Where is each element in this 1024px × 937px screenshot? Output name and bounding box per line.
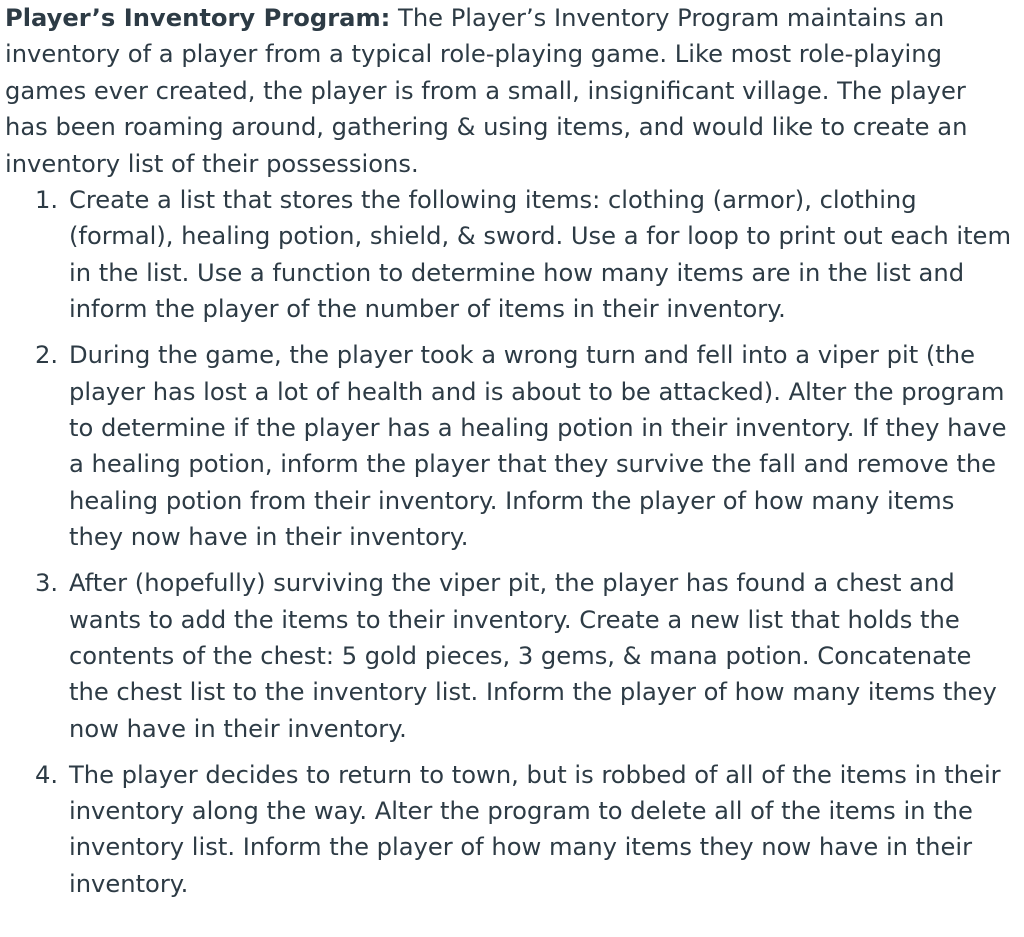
assignment-title: Player’s Inventory Program: [5, 4, 391, 32]
task-item [5, 337, 1015, 555]
task-list [5, 182, 1015, 902]
task-text: The player decides to return to town, but is robbed of all of the items in their inventory along the way. Alter the program to delete all of the items in the inventory list. Inform the player of how many items they now have in their inventory. [69, 760, 1001, 898]
task-text: After (hopefully) surviving the viper pit, the player has found a chest and wants to add the items to their inventory. Create a new list that holds the contents of the chest: 5 gold pieces, 3 gems, & mana potion. Concatenate the chest list to the inventory list. Inform the player of how many items they now have in their inventory. [69, 569, 997, 743]
task-number: 4. [35, 760, 59, 789]
intro-text: The Player’s Inventory Program maintains an inventory of a player from a typical role-playing game. Like most role-playing games ever created, the player is from a small, insignificant village. The player has been roaming around, gathering & using items, and would like to create an inventory list of their possessions. [5, 4, 968, 178]
intro-paragraph [5, 0, 1015, 182]
assignment-document [5, 0, 1015, 912]
task-text: During the game, the player took a wrong turn and fell into a viper pit (the player has lost a lot of health and is about to be attacked). Alter the program to determine if the player has a healing potion in their inventory. If they have a healing potion, inform the player that they survive the fall and remove the healing potion from their inventory. Inform the player of how many items they now have in their inventory. [69, 341, 1007, 552]
task-text: Create a list that stores the following items: clothing (armor), clothing (formal), healing potion, shield, & sword. Use a for loop to print out each item in the list. Use a function to determine how many items are in the list and inform the player of the number of items in their inventory. [69, 186, 1012, 324]
task-item [5, 565, 1015, 747]
task-item [5, 757, 1015, 903]
task-item [5, 182, 1015, 328]
task-number: 1. [35, 186, 59, 215]
task-number: 3. [35, 569, 59, 598]
task-number: 2. [35, 341, 59, 370]
